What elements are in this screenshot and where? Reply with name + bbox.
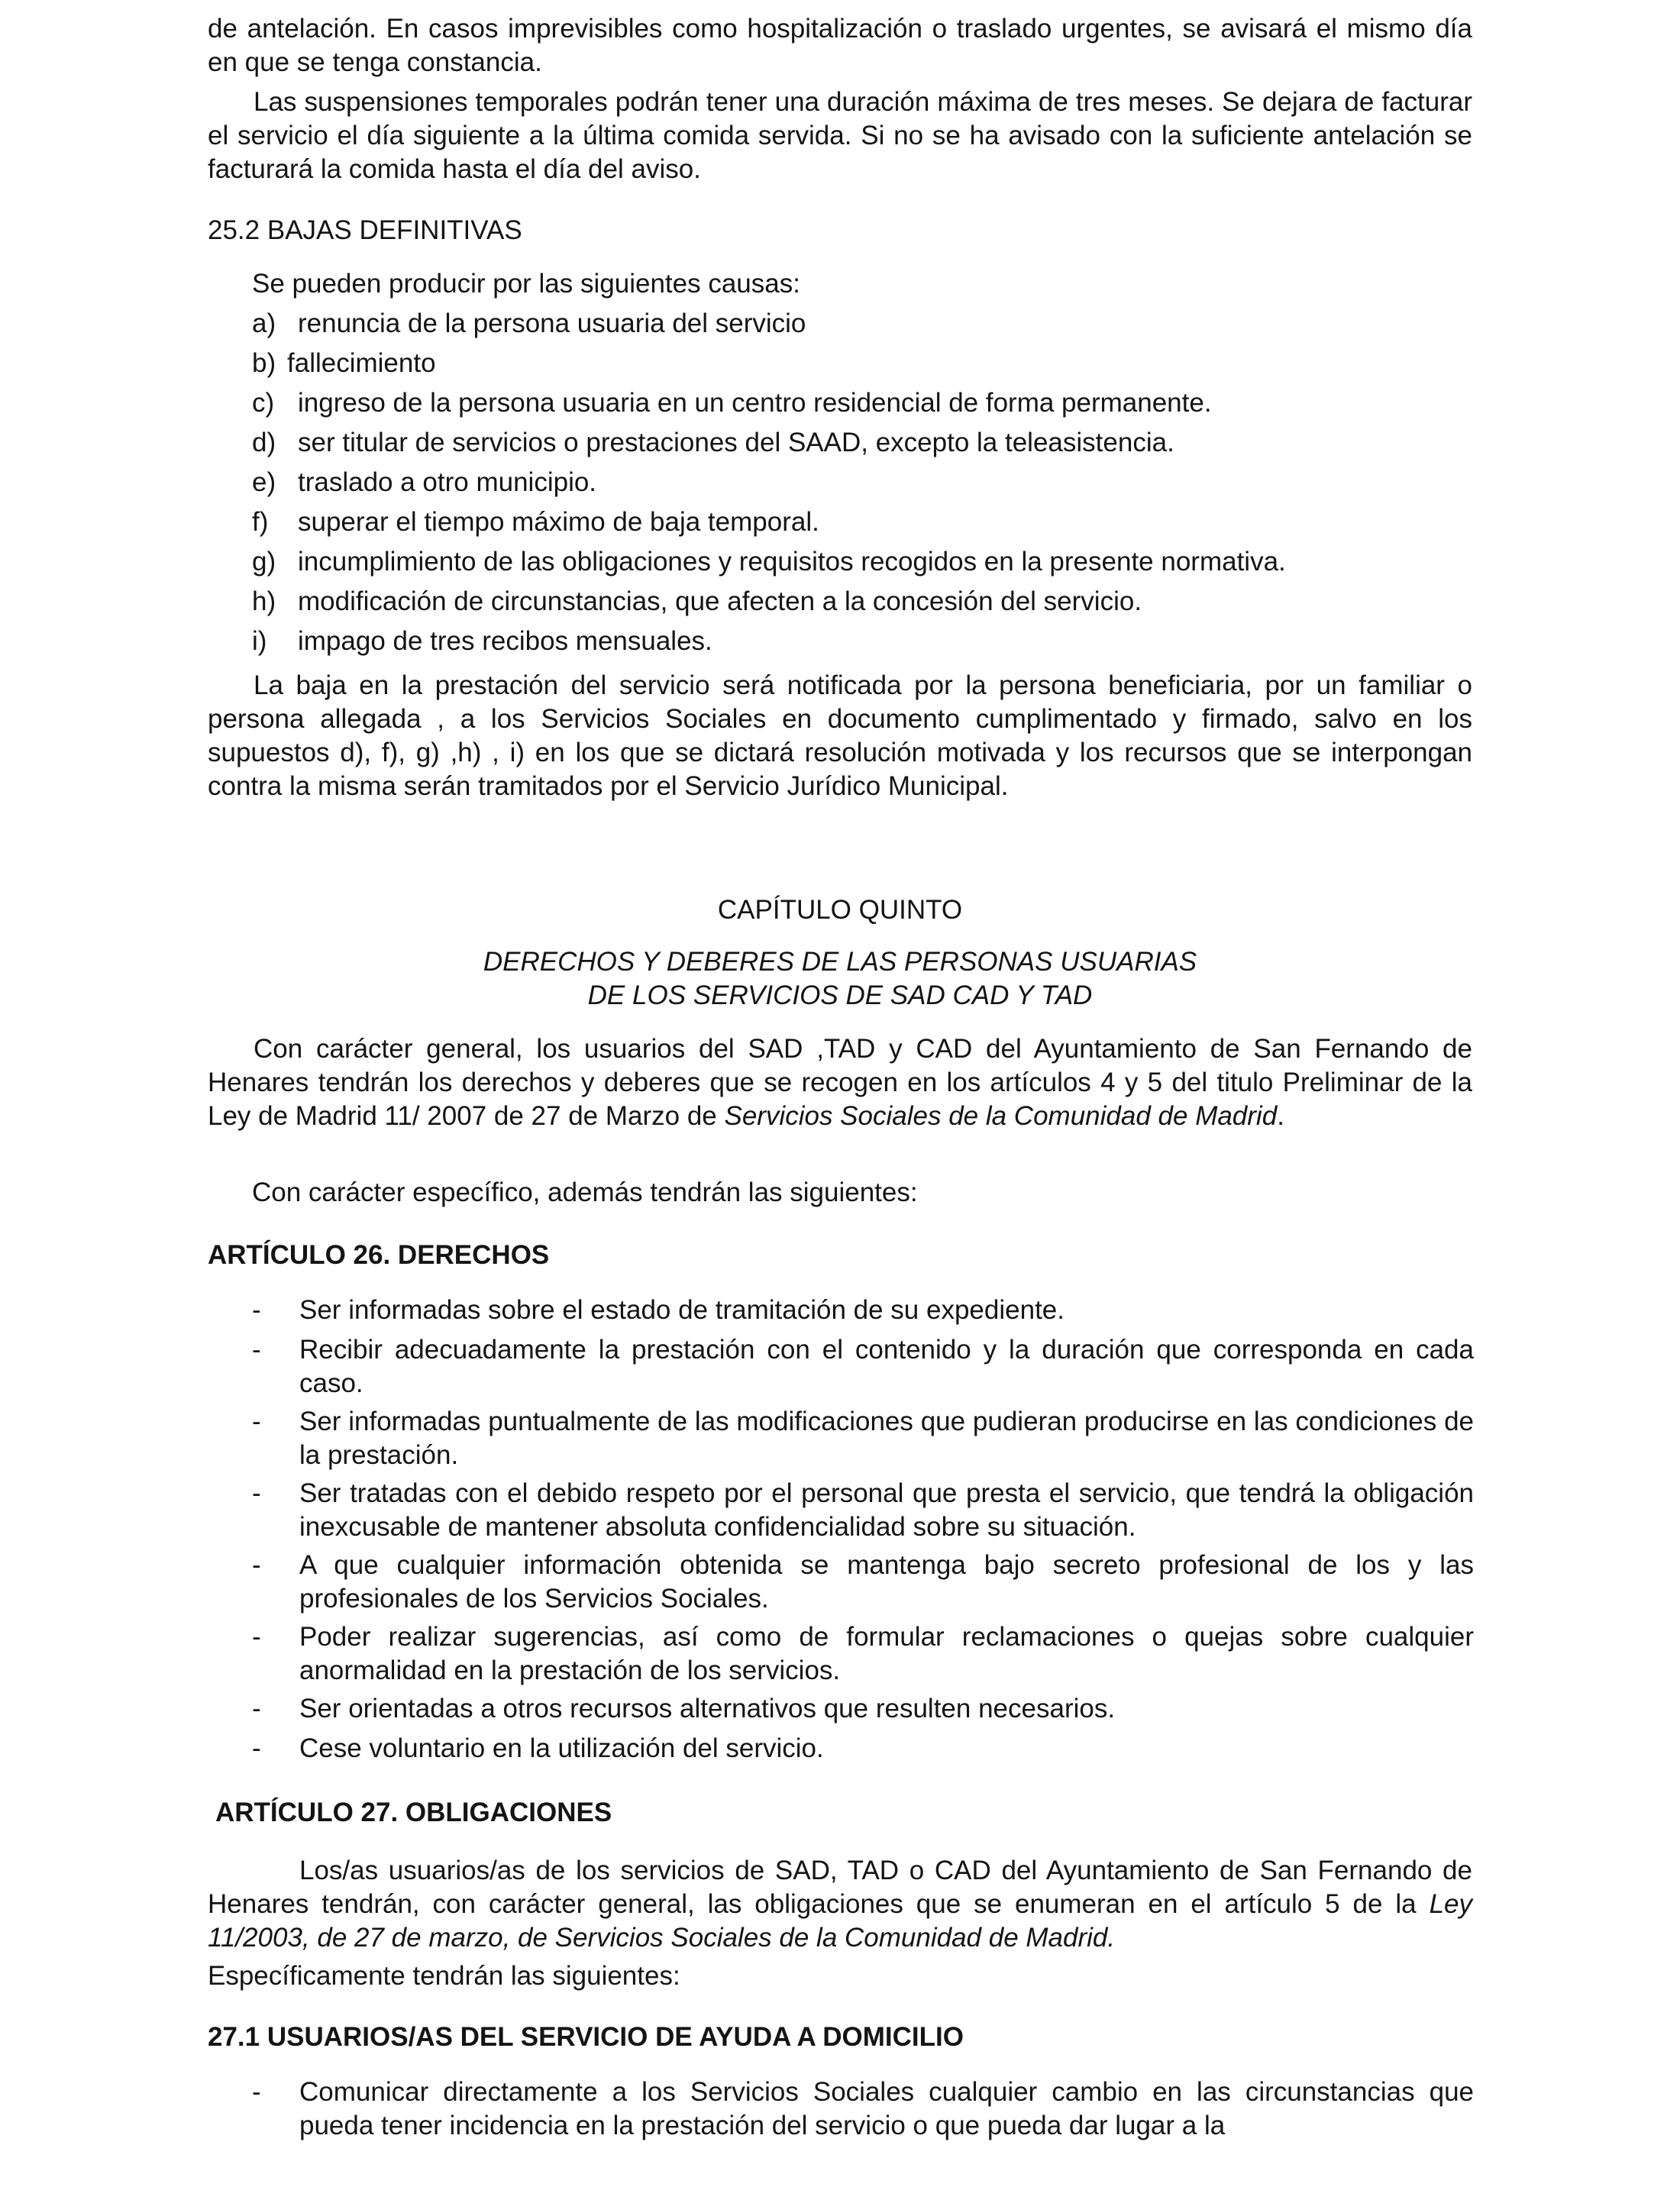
list-text: Comunicar directamente a los Servicios Sociales cualquier cambio en las circunstancias que pueda tener incidencia en la prestación del servicio o que pueda dar lugar a la [299,2077,1474,2140]
general-paragraph-text: Con carácter general, los usuarios del SAD ,TAD y CAD del Ayuntamiento de San Fernando de Henares tendrán los derechos y deberes que se recogen en los artículos 4 y 5 del titulo Preliminar de la Ley de Madrid 11/ 2007 de 27 de Marzo de [208,1034,1472,1131]
list-item [252,1692,1474,1726]
obligations-paragraph-text: Los/as usuarios/as de los servicios de SAD, TAD o CAD del Ayuntamiento de San Fernando de Henares tendrán, con carácter general, las obligaciones que se enumeran en el artículo 5 de la [208,1856,1472,1919]
causes-intro: Se pueden producir por las siguientes causas: [252,269,800,299]
general-paragraph-end: . [1277,1101,1284,1131]
general-paragraph [208,1032,1472,1133]
list-item [252,585,1474,619]
list-marker: d) [252,428,276,457]
list-item [252,1620,1474,1688]
list-item [252,307,1474,341]
list-item [252,1732,1474,1765]
list-item [252,2076,1474,2143]
list-text: ser titular de servicios o prestaciones del SAAD, excepto la teleasistencia. [298,428,1174,457]
list-marker: - [252,1733,261,1763]
list-text: Ser orientadas a otros recursos alternativos que resulten necesarios. [299,1694,1116,1723]
suspension-paragraph: Las suspensiones temporales podrán tener una duración máxima de tres meses. Se dejara de facturar el servicio el día siguiente a la última comida servida. Si no se ha avisado con la suficiente antelación se facturará la comida hasta el día del aviso. [208,87,1472,184]
list-marker: - [252,1478,261,1508]
list-text: modificación de circunstancias, que afecten a la concesión del servicio. [298,586,1142,616]
list-text: Poder realizar sugerencias, así como de formular reclamaciones o quejas sobre cualquier anormalidad en la prestación de los servicios. [299,1622,1474,1685]
list-item [252,386,1474,420]
article-27-title: ARTÍCULO 27. OBLIGACIONES [215,1798,612,1827]
specifically-intro: Específicamente tendrán las siguientes: [208,1961,680,1991]
list-marker: a) [252,309,276,338]
list-marker: - [252,1694,261,1723]
list-marker: - [252,1335,261,1365]
list-text: A que cualquier información obtenida se mantenga bajo secreto profesional de los y las profesionales de los Servicios Sociales. [299,1550,1474,1614]
list-text: traslado a otro municipio. [298,467,597,497]
obligations-paragraph-law-title: Ley 11/2003, de 27 de marzo, de Servicios Sociales de la Comunidad de Madrid. [208,1889,1472,1953]
list-item [252,506,1474,539]
list-marker: - [252,1407,261,1436]
list-marker: f) [252,507,269,537]
list-text: Ser tratadas con el debido respeto por el personal que presta el servicio, que tendrá la obligación inexcusable de mantener absoluta confidencialidad sobre su situación. [299,1478,1474,1542]
list-text: impago de tres recibos mensuales. [298,626,712,656]
list-item [252,1477,1474,1544]
list-marker: h) [252,586,276,616]
specific-intro: Con carácter específico, además tendrán las siguientes: [252,1177,918,1207]
list-text: Ser informadas sobre el estado de tramitación de su expediente. [299,1295,1065,1325]
chapter-subtitle-line-1: DERECHOS Y DEBERES DE LAS PERSONAS USUARIAS [483,947,1197,977]
list-marker: - [252,1550,261,1580]
list-marker: b) [252,348,276,378]
list-text: renuncia de la persona usuaria del servicio [298,309,806,338]
baja-paragraph: La baja en la prestación del servicio será notificada por la persona beneficiaria, por un familiar o persona allegada , a los Servicios Sociales en documento cumplimentado y firmado, salvo en los supuestos d), f), g) ,h) , i) en los que se dictará resolución motivada y los recursos que se interpongan contra la misma serán tramitados por el Servicio Jurídico Municipal. [208,670,1472,801]
list-text: incumplimiento de las obligaciones y requisitos recogidos en la presente normativa. [298,547,1286,577]
list-marker: c) [252,388,275,418]
list-item [252,426,1474,460]
chapter-subtitle-line-2: DE LOS SERVICIOS DE SAD CAD Y TAD [587,980,1093,1010]
section-27-1-title: 27.1 USUARIOS/AS DEL SERVICIO DE AYUDA A DOMICILIO [208,2022,964,2052]
list-item [252,1549,1474,1616]
list-marker: e) [252,467,276,497]
list-item [252,1333,1474,1400]
list-item [252,1405,1474,1472]
list-marker: g) [252,547,276,577]
list-marker: i) [252,626,267,656]
list-marker: - [252,2077,261,2107]
list-item [252,545,1474,579]
list-text: fallecimiento [287,348,436,378]
list-text: ingreso de la persona usuaria en un centro residencial de forma permanente. [298,388,1212,418]
list-item [252,347,1474,380]
list-text: superar el tiempo máximo de baja temporal. [298,507,819,537]
list-text: Cese voluntario en la utilización del servicio. [299,1733,824,1763]
section-25-2-title: 25.2 BAJAS DEFINITIVAS [208,215,522,245]
list-marker: - [252,1622,261,1652]
list-item [252,466,1474,499]
list-text: Recibir adecuadamente la prestación con el contenido y la duración que corresponda en cada caso. [299,1335,1474,1398]
article-26-title: ARTÍCULO 26. DERECHOS [208,1240,550,1270]
continuation-paragraph: de antelación. En casos imprevisibles como hospitalización o traslado urgentes, se avisará el mismo día en que se tenga constancia. [208,14,1472,77]
list-item [252,1294,1474,1327]
list-marker: - [252,1295,261,1325]
obligations-paragraph [208,1854,1472,1955]
general-paragraph-law-title: Servicios Sociales de la Comunidad de Madrid [724,1101,1278,1131]
list-text: Ser informadas puntualmente de las modificaciones que pudieran producirse en las condiciones de la prestación. [299,1407,1474,1470]
chapter-title: CAPÍTULO QUINTO [717,895,963,925]
list-item [252,625,1474,658]
